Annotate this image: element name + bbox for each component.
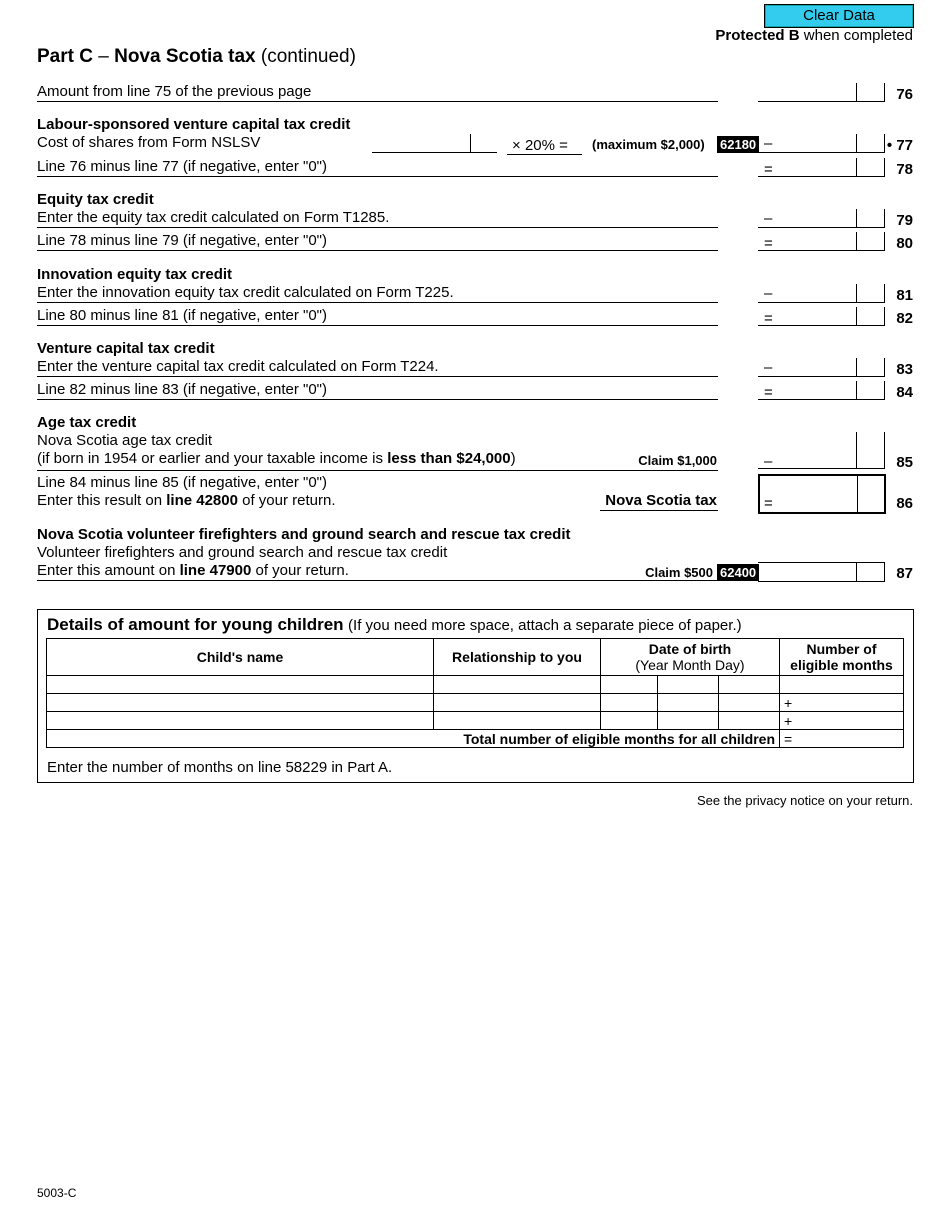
- months-cell[interactable]: [780, 712, 904, 730]
- dob-year-cell[interactable]: [601, 676, 658, 694]
- line-86-label-2: Enter this result on line 42800 of your return.: [37, 492, 336, 509]
- line-84-amount-field[interactable]: [758, 381, 885, 400]
- equals-sign: =: [784, 730, 793, 747]
- young-children-footer: Enter the number of months on line 58229 in Part A.: [47, 759, 393, 776]
- plus-sign: +: [784, 712, 793, 729]
- line-80-label: Line 78 minus line 79 (if negative, enter "0"): [37, 232, 327, 249]
- age-label-2: (if born in 1954 or earlier and your taxable income is less than $24,000): [37, 450, 516, 467]
- line-85-number: 85: [896, 454, 913, 471]
- line-82-number: 82: [896, 310, 913, 327]
- labour-heading: Labour-sponsored venture capital tax credit: [37, 116, 351, 133]
- children-table: [46, 638, 904, 748]
- line-83-amount-field[interactable]: [758, 358, 885, 377]
- relationship-cell[interactable]: [434, 694, 601, 712]
- line-87-amount-field[interactable]: [758, 562, 885, 582]
- line-80-number: 80: [896, 235, 913, 252]
- privacy-notice: See the privacy notice on your return.: [696, 793, 913, 808]
- line-86-number: 86: [896, 495, 913, 512]
- child-name-cell[interactable]: [47, 694, 434, 712]
- labour-maximum: (maximum $2,000): [592, 137, 705, 152]
- line-78-number: 78: [896, 161, 913, 178]
- child-name-cell[interactable]: [47, 676, 434, 694]
- age-heading: Age tax credit: [37, 414, 137, 431]
- col-eligible-months: Number of eligible months: [780, 639, 904, 676]
- page-title: Part C – Nova Scotia tax (continued): [37, 46, 356, 67]
- line-79-number: 79: [896, 212, 913, 229]
- line-76-label: Amount from line 75 of the previous page: [37, 83, 312, 100]
- line-83-label: Enter the venture capital tax credit calculated on Form T224.: [37, 358, 439, 375]
- col-childs-name: Child's name: [47, 639, 434, 676]
- line-86-label-1: Line 84 minus line 85 (if negative, enter "0"): [37, 474, 327, 491]
- line-77-amount-field[interactable]: [758, 134, 885, 153]
- line-86-amount-field[interactable]: [758, 474, 886, 514]
- line-80-amount-field[interactable]: [758, 232, 885, 251]
- line-81-operator: –: [764, 285, 773, 302]
- firefighters-heading: Nova Scotia volunteer firefighters and ground search and rescue tax credit: [37, 526, 571, 543]
- col-relationship: Relationship to you: [434, 639, 601, 676]
- col-date-of-birth: Date of birth (Year Month Day): [601, 639, 780, 676]
- dob-year-cell[interactable]: [601, 712, 658, 730]
- form-id: 5003-C: [37, 1186, 77, 1200]
- venture-heading: Venture capital tax credit: [37, 340, 215, 357]
- protected-b-label: Protected B when completed: [715, 27, 913, 44]
- line-79-label: Enter the equity tax credit calculated on Form T1285.: [37, 209, 390, 226]
- total-months-cell[interactable]: [780, 730, 904, 748]
- line-86-operator: =: [764, 495, 773, 512]
- firefighters-code: 62400: [717, 564, 759, 581]
- relationship-cell[interactable]: [434, 676, 601, 694]
- total-label: Total number of eligible months for all children: [47, 730, 780, 748]
- age-claim: Claim $1,000: [638, 453, 717, 468]
- age-label-1: Nova Scotia age tax credit: [37, 432, 213, 449]
- line-82-operator: =: [764, 310, 773, 327]
- labour-rate: × 20% =: [512, 137, 568, 154]
- relationship-cell[interactable]: [434, 712, 601, 730]
- line-80-operator: =: [764, 235, 773, 252]
- equity-heading: Equity tax credit: [37, 191, 154, 208]
- dob-month-cell[interactable]: [658, 694, 719, 712]
- line-81-label: Enter the innovation equity tax credit calculated on Form T225.: [37, 284, 454, 301]
- line-77-number: • 77: [886, 137, 913, 154]
- table-row: [47, 712, 904, 730]
- line-79-amount-field[interactable]: [758, 209, 885, 228]
- line-79-operator: –: [764, 210, 773, 227]
- dob-month-cell[interactable]: [658, 712, 719, 730]
- child-name-cell[interactable]: [47, 712, 434, 730]
- total-row: [47, 730, 904, 748]
- firefighters-label-2: Enter this amount on line 47900 of your return.: [37, 562, 349, 579]
- line-85-operator: –: [764, 453, 773, 470]
- line-78-label: Line 76 minus line 77 (if negative, enter "0"): [37, 158, 327, 175]
- line-87-number: 87: [896, 565, 913, 582]
- line-81-number: 81: [896, 287, 913, 304]
- innovation-heading: Innovation equity tax credit: [37, 266, 233, 283]
- months-cell[interactable]: [780, 694, 904, 712]
- table-row: [47, 676, 904, 694]
- line-82-label: Line 80 minus line 81 (if negative, enter "0"): [37, 307, 327, 324]
- line-78-amount-field[interactable]: [758, 158, 885, 177]
- clear-data-button[interactable]: Clear Data: [764, 4, 914, 28]
- table-row: [47, 694, 904, 712]
- dob-month-cell[interactable]: [658, 676, 719, 694]
- line-78-operator: =: [764, 161, 773, 178]
- line-77-operator: –: [764, 135, 773, 152]
- line-76-amount-field[interactable]: [758, 83, 885, 102]
- line-81-amount-field[interactable]: [758, 284, 885, 303]
- months-cell[interactable]: [780, 676, 904, 694]
- dob-day-cell[interactable]: [719, 712, 780, 730]
- nova-scotia-tax-label: Nova Scotia tax: [605, 492, 717, 509]
- line-84-number: 84: [896, 384, 913, 401]
- line-85-amount-field[interactable]: [758, 432, 885, 469]
- dob-day-cell[interactable]: [719, 694, 780, 712]
- line-82-amount-field[interactable]: [758, 307, 885, 326]
- firefighters-label-1: Volunteer firefighters and ground search and rescue tax credit: [37, 544, 448, 561]
- line-84-label: Line 82 minus line 83 (if negative, enter "0"): [37, 381, 327, 398]
- firefighters-claim: Claim $500: [645, 565, 713, 580]
- labour-cost-field[interactable]: [372, 134, 497, 153]
- line-83-operator: –: [764, 359, 773, 376]
- labour-code: 62180: [717, 136, 759, 153]
- dob-year-cell[interactable]: [601, 694, 658, 712]
- plus-sign: +: [784, 694, 793, 711]
- dob-day-cell[interactable]: [719, 676, 780, 694]
- line-84-operator: =: [764, 384, 773, 401]
- line-83-number: 83: [896, 361, 913, 378]
- line-76-number: 76: [896, 86, 913, 103]
- labour-label: Cost of shares from Form NSLSV: [37, 134, 261, 151]
- young-children-title: Details of amount for young children (If you need more space, attach a separate piece of paper.): [47, 615, 742, 634]
